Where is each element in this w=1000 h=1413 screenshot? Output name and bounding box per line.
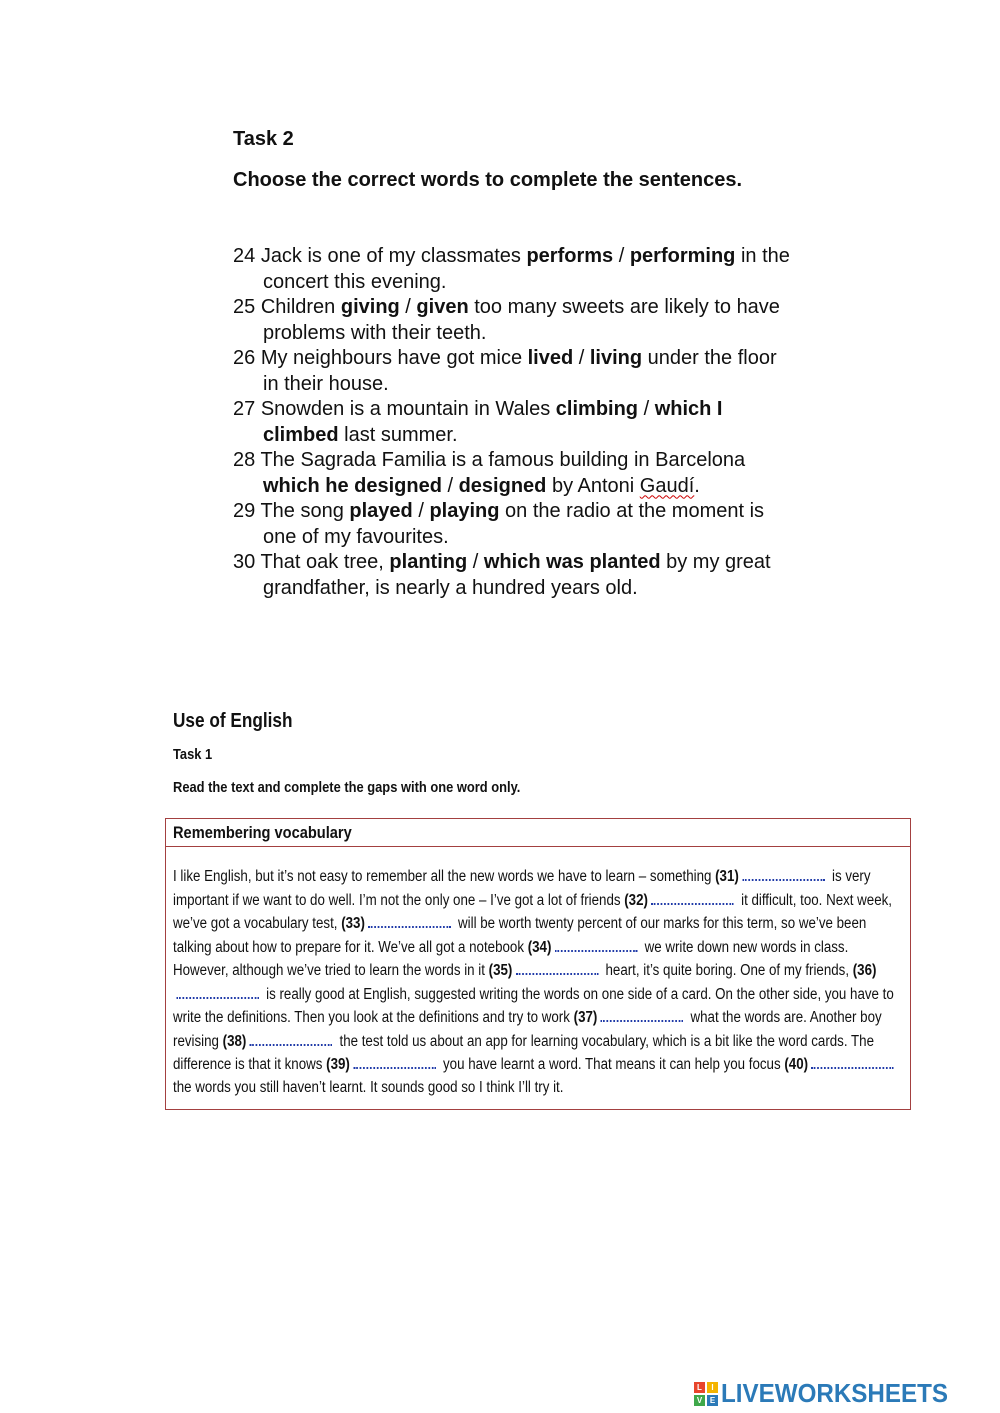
sentence-number: 24 [233, 245, 256, 267]
sentence-30 [233, 550, 793, 601]
task2-instruction: Choose the correct words to complete the sentences. [233, 169, 743, 191]
option-2[interactable]: which was planted [483, 551, 661, 573]
gap-number: (38) [222, 1032, 247, 1050]
option-2[interactable]: living [589, 347, 643, 369]
sentence-number: 29 [233, 500, 256, 522]
gap-number: (35) [488, 962, 513, 979]
gap-38-input[interactable] [250, 1030, 333, 1046]
gap-39-input[interactable] [353, 1053, 436, 1069]
gap-number: (40) [784, 1056, 809, 1073]
option-separator: / [399, 296, 417, 318]
option-1[interactable]: lived [527, 347, 574, 369]
logo-letter: V [694, 1395, 705, 1406]
sentence-text: by Antoni [546, 474, 640, 497]
option-separator: / [467, 551, 484, 573]
sentence-text: too many sweets are likely to have problems with their teeth. [263, 296, 780, 344]
use-of-english-instruction: Read the text and complete the gaps with one word only. [173, 779, 521, 796]
passage-text: I like English, but it’s not easy to remember all the new words we have to learn – something [173, 868, 716, 885]
option-2[interactable]: performing [629, 245, 736, 267]
passage-text: is really good at English, suggested writing the words on one side of a card. On the other side, you have to write the definitions. Then you look at the definitions and try to work [173, 985, 894, 1026]
option-separator: / [412, 500, 430, 522]
sentence-28 [233, 448, 793, 499]
gap-fill-text [173, 865, 900, 1099]
logo-text: LIVEWORKSHEETS [721, 1378, 949, 1408]
passage-text: we write down new words in class. However, although we’ve tried to learn the words in it [173, 938, 849, 979]
text-box [165, 818, 911, 1110]
use-of-english-heading: Use of English [173, 710, 293, 732]
gap-number: (34) [527, 938, 552, 956]
sentence-text: last summer. [338, 423, 458, 446]
passage-text: you have learnt a word. That means it can help you focus [439, 1056, 785, 1073]
option-separator: / [613, 245, 630, 267]
option-2[interactable]: designed [458, 474, 547, 497]
sentence-end: . [694, 474, 700, 497]
gap-40-input[interactable] [812, 1053, 895, 1069]
option-1[interactable]: giving [340, 296, 400, 318]
gap-37-input[interactable] [601, 1006, 684, 1022]
sentence-number: 30 [233, 551, 256, 573]
gap-number: (37) [573, 1009, 598, 1026]
gap-number: (36) [852, 962, 877, 979]
option-1[interactable]: performs [526, 245, 614, 267]
sentence-26 [233, 346, 793, 397]
sentence-text: on the radio at the moment is one of my favourites. [263, 500, 765, 548]
sentence-27 [233, 397, 793, 448]
option-1[interactable]: climbing [555, 398, 639, 420]
logo-letter: L [694, 1382, 705, 1393]
sentence-text: Jack is one of my classmates [260, 245, 527, 267]
sentence-number: 28 [233, 449, 256, 471]
sentence-text: The song [260, 500, 350, 522]
gap-32-input[interactable] [651, 889, 734, 905]
use-of-english-task: Task 1 [173, 746, 213, 763]
sentence-list [233, 244, 793, 601]
sentence-24 [233, 244, 793, 295]
option-2[interactable]: playing [429, 500, 500, 522]
sentence-text: under the floor in their house. [263, 347, 777, 395]
sentence-text: The Sagrada Familia is a famous building in Barcelona [260, 449, 746, 471]
sentence-text: by my great grandfather, is nearly a hundred years old. [263, 551, 771, 599]
passage-text: will be worth twenty percent of our marks for this term, so we’ve been talking about how to prepare for it. We’ve all got a notebook [173, 915, 867, 956]
passage-text: what the words are. Another boy revising [173, 1009, 882, 1050]
option-separator: / [638, 398, 655, 420]
passage-text: it difficult, too. Next week, we’ve got a vocabulary test, [173, 891, 893, 932]
option-1[interactable]: played [349, 500, 413, 522]
passage-text: the words you still haven’t learnt. It sounds good so I think I’ll try it. [173, 1078, 564, 1096]
sentence-number: 27 [233, 398, 256, 420]
liveworksheets-logo[interactable] [694, 1378, 965, 1409]
sentence-text: My neighbours have got mice [260, 347, 528, 369]
sentence-number: 25 [233, 296, 256, 318]
logo-letter: I [707, 1382, 718, 1393]
gap-35-input[interactable] [516, 959, 599, 975]
gap-34-input[interactable] [555, 936, 638, 952]
passage-text: is very important if we want to do well. I’m not the only one – I’ve got a lot of friends [173, 868, 871, 909]
sentence-25 [233, 295, 793, 346]
text-box-title: Remembering vocabulary [173, 823, 352, 842]
logo-letter: E [707, 1395, 718, 1406]
sentence-text: Snowden is a mountain in Wales [260, 398, 556, 420]
gap-number: (32) [624, 891, 648, 909]
gap-number: (33) [341, 915, 365, 932]
gap-33-input[interactable] [368, 912, 451, 928]
sentence-text: That oak tree, [260, 551, 390, 573]
gap-number: (31) [715, 868, 739, 885]
passage-text: the test told us about an app for learning vocabulary, which is a bit like the word cards. The difference is that it knows [173, 1032, 874, 1073]
text-box-title-bar [166, 819, 910, 847]
option-2[interactable]: given [416, 296, 469, 318]
option-1[interactable]: planting [389, 551, 468, 573]
option-separator: / [441, 474, 459, 497]
sentence-29 [233, 499, 793, 550]
passage-text: heart, it’s quite boring. One of my friends, [601, 962, 853, 979]
task2-heading: Task 2 [233, 128, 294, 150]
option-2[interactable]: which I climbed [263, 398, 723, 446]
option-1[interactable]: which he designed [263, 474, 442, 497]
sentence-number: 26 [233, 347, 256, 369]
spellcheck-word: Gaudí [639, 474, 695, 497]
sentence-text: in the concert this evening. [263, 245, 790, 293]
logo-mark-icon [694, 1382, 718, 1406]
sentence-text: Children [260, 296, 341, 318]
option-separator: / [573, 347, 590, 369]
gap-number: (39) [326, 1056, 350, 1073]
gap-31-input[interactable] [742, 865, 825, 881]
gap-36-input[interactable] [176, 983, 259, 999]
